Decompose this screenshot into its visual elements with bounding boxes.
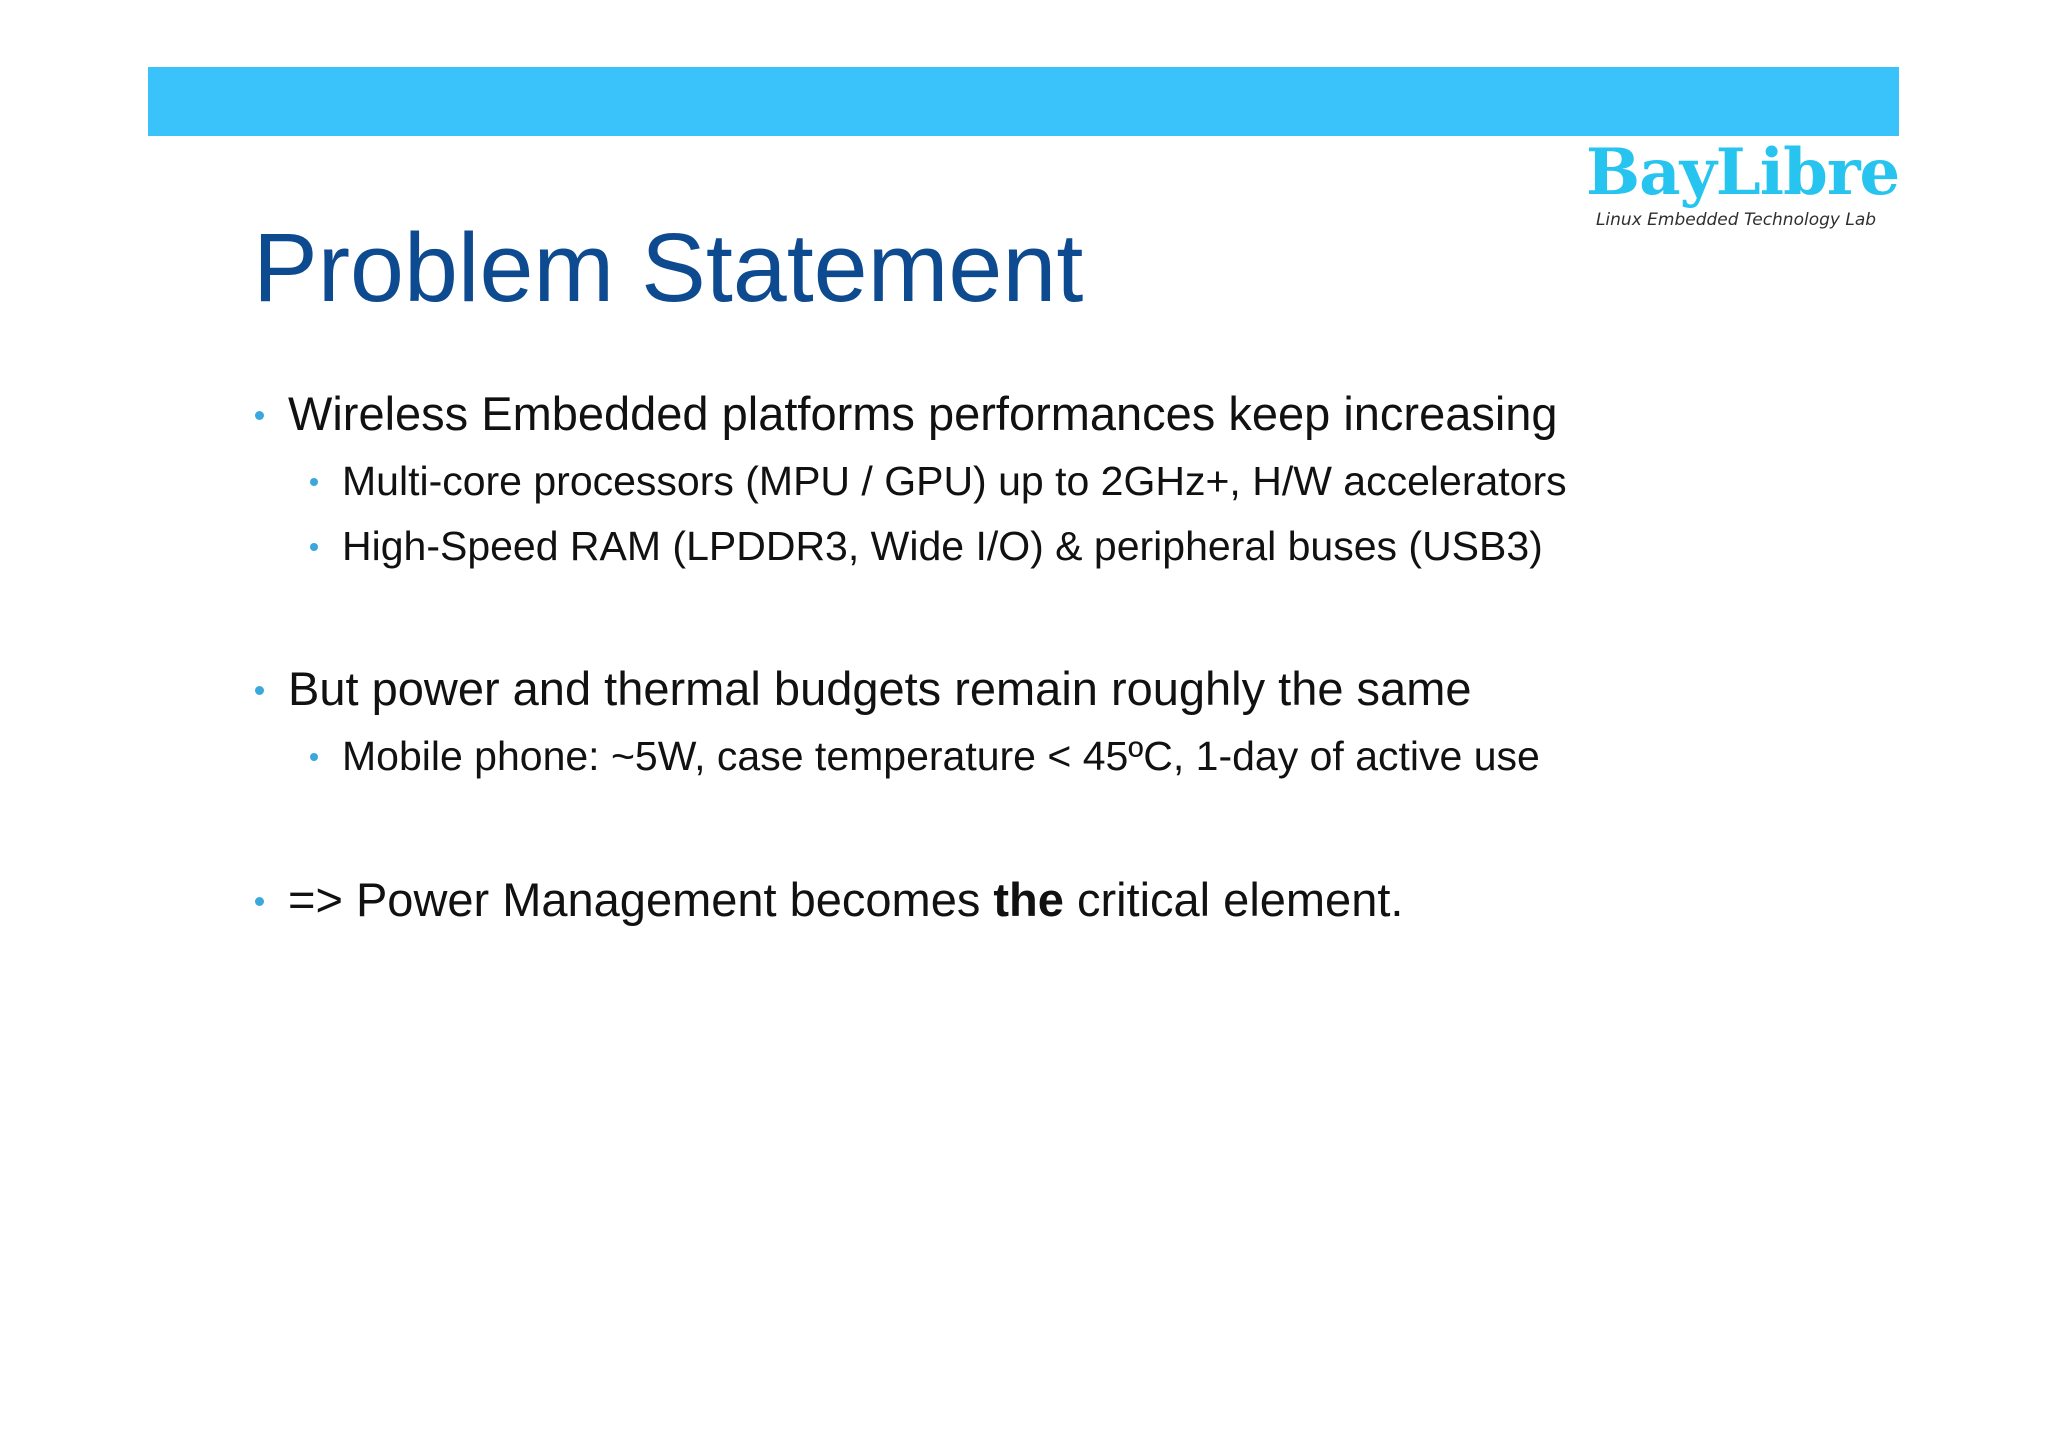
bullet-text: But power and thermal budgets remain roughly the same: [288, 662, 1472, 715]
bullet-dot-icon: [310, 753, 318, 761]
sub-bullet-text: Multi-core processors (MPU / GPU) up to 2GHz+, H/W accelerators: [342, 458, 1567, 504]
bullet-dot-icon: [310, 543, 318, 551]
bullet-item: [288, 661, 1472, 717]
sub-bullet-text: High-Speed RAM (LPDDR3, Wide I/O) & peripheral buses (USB3): [342, 523, 1543, 569]
bullet-item: [288, 872, 1403, 928]
logo-name: BayLibre: [1586, 135, 1900, 210]
bullet-dot-icon: [310, 478, 318, 486]
logo-tagline: Linux Embedded Technology Lab: [1595, 210, 1877, 230]
slide-title: Problem Statement: [253, 213, 1084, 322]
sub-bullet-item: [342, 521, 1543, 571]
sub-bullet-item: [342, 731, 1540, 781]
bullet-text-suffix: critical element.: [1063, 873, 1404, 926]
bullet-dot-icon: [255, 411, 264, 420]
sub-bullet-item: [342, 456, 1567, 506]
bullet-dot-icon: [255, 897, 264, 906]
bullet-text: Wireless Embedded platforms performances keep increasing: [288, 387, 1558, 440]
baylibre-logo: [1586, 135, 1900, 231]
bullet-text-prefix: => Power Management becomes: [288, 873, 994, 926]
bullet-emphasis: the: [993, 873, 1064, 926]
bullet-dot-icon: [255, 686, 264, 695]
header-bar: [148, 67, 1899, 136]
bullet-item: [288, 386, 1558, 442]
sub-bullet-text: Mobile phone: ~5W, case temperature < 45ºC, 1-day of active use: [342, 733, 1540, 779]
